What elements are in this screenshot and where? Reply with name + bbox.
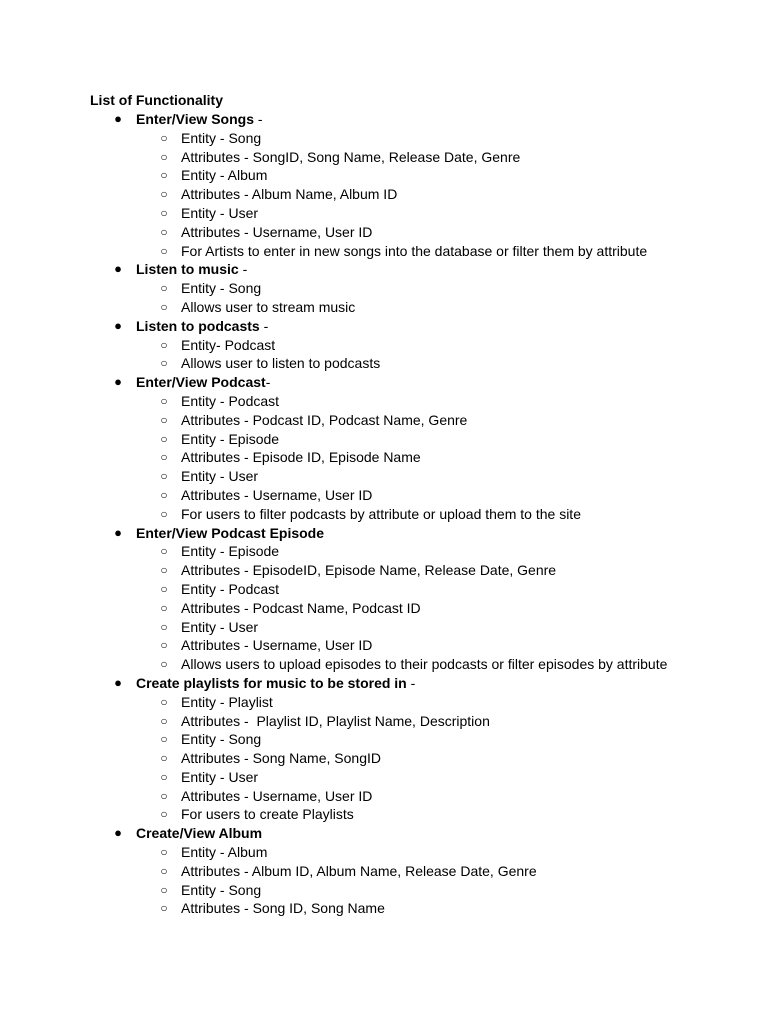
list-item: [0, 862, 768, 881]
list-item-text: Entity - Song: [181, 280, 262, 297]
list-item: [0, 712, 768, 731]
list-item: [0, 129, 768, 148]
list-item-text: Attributes - Episode ID, Episode Name: [181, 449, 421, 466]
hollow-bullet-icon: ○: [160, 393, 168, 408]
list-item-text: Attributes - Username, User ID: [181, 637, 373, 654]
hollow-bullet-icon: ○: [160, 337, 168, 352]
list-item: [0, 843, 768, 862]
list-item: [0, 430, 768, 449]
hollow-bullet-icon: ○: [160, 187, 168, 202]
list-item-text: Entity - User: [181, 768, 259, 785]
list-item: [0, 599, 768, 618]
section-item: [0, 674, 768, 824]
section-heading: [0, 824, 768, 843]
list-item-text: For users to create Playlists: [181, 806, 354, 823]
list-item: [0, 354, 768, 373]
hollow-bullet-icon: ○: [160, 600, 168, 615]
list-item-text: Entity - Album: [181, 167, 268, 184]
section-heading: [0, 674, 768, 693]
section-item: [0, 524, 768, 674]
list-item: [0, 561, 768, 580]
list-item: [0, 279, 768, 298]
list-item: [0, 899, 768, 918]
section-title: Enter/View Songs: [136, 111, 254, 127]
section-item: [0, 373, 768, 523]
section-title: Enter/View Podcast: [136, 374, 266, 391]
section-heading: [0, 373, 768, 392]
list-item-text: Attributes - Podcast ID, Podcast Name, Genre: [181, 411, 468, 428]
hollow-bullet-icon: ○: [160, 638, 168, 653]
hollow-bullet-icon: ○: [160, 149, 168, 164]
list-item: [0, 486, 768, 505]
bullet-icon: ●: [114, 825, 122, 841]
bullet-icon: ●: [114, 674, 122, 690]
list-item-text: Entity - Song: [181, 129, 262, 146]
list-item: [0, 336, 768, 355]
hollow-bullet-icon: ○: [160, 751, 168, 766]
functionality-list: [0, 110, 768, 918]
hollow-bullet-icon: ○: [160, 450, 168, 465]
list-item: [0, 730, 768, 749]
section-title: Enter/View Podcast Episode: [136, 524, 325, 541]
section-suffix: -: [254, 111, 263, 127]
list-item-text: Entity - Episode: [181, 543, 280, 560]
section-title: Create/View Album: [136, 825, 263, 842]
list-item: [0, 411, 768, 430]
list-item-text: Entity - Podcast: [181, 392, 280, 409]
section-item: [0, 260, 768, 316]
hollow-bullet-icon: ○: [160, 713, 168, 728]
list-item: [0, 636, 768, 655]
list-item-text: Entity - Podcast: [181, 580, 280, 597]
document-title: List of Functionality: [90, 92, 223, 108]
list-item: [0, 467, 768, 486]
hollow-bullet-icon: ○: [160, 506, 168, 521]
bullet-icon: ●: [114, 261, 122, 277]
section-suffix: -: [238, 261, 248, 278]
list-item: [0, 185, 768, 204]
list-item: [0, 805, 768, 824]
hollow-bullet-icon: ○: [160, 431, 168, 446]
section-suffix: -: [259, 317, 269, 334]
bullet-icon: ●: [114, 111, 122, 126]
sub-list: [0, 129, 768, 261]
hollow-bullet-icon: ○: [160, 581, 168, 596]
hollow-bullet-icon: ○: [160, 619, 168, 634]
list-item-text: Entity - User: [181, 618, 259, 635]
sub-list: [0, 843, 768, 918]
hollow-bullet-icon: ○: [160, 487, 168, 502]
sub-list: [0, 279, 768, 317]
hollow-bullet-icon: ○: [160, 168, 168, 183]
list-item-text: Entity - Song: [181, 731, 262, 748]
section-heading: [0, 110, 768, 129]
section-heading: [0, 260, 768, 279]
list-item: [0, 655, 768, 674]
section-title: Create playlists for music to be stored in: [136, 674, 407, 691]
hollow-bullet-icon: ○: [160, 205, 168, 220]
list-item: [0, 693, 768, 712]
list-item: [0, 223, 768, 242]
list-item-text: Attributes - Album ID, Album Name, Release Date, Genre: [181, 862, 537, 879]
section-suffix: -: [406, 674, 416, 691]
hollow-bullet-icon: ○: [160, 299, 168, 314]
hollow-bullet-icon: ○: [160, 901, 168, 916]
list-item-text: Attributes - Username, User ID: [181, 223, 373, 240]
hollow-bullet-icon: ○: [160, 224, 168, 239]
hollow-bullet-icon: ○: [160, 281, 168, 296]
list-item-text: Attributes - Username, User ID: [181, 486, 373, 503]
bullet-icon: ●: [114, 524, 122, 540]
list-item: [0, 881, 768, 900]
list-item: [0, 580, 768, 599]
list-item-text: For Artists to enter in new songs into the database or filter them by attribute: [181, 242, 648, 259]
list-item-text: Allows user to stream music: [181, 298, 356, 315]
section-item: [0, 824, 768, 918]
list-item: [0, 166, 768, 185]
hollow-bullet-icon: ○: [160, 657, 168, 672]
sub-list: [0, 693, 768, 825]
list-item: [0, 448, 768, 467]
bullet-icon: ●: [114, 374, 122, 390]
list-item: [0, 298, 768, 317]
list-item-text: Entity - Song: [181, 881, 262, 898]
list-item: [0, 542, 768, 561]
list-item: [0, 242, 768, 261]
list-item: [0, 505, 768, 524]
section-item: [0, 110, 768, 260]
hollow-bullet-icon: ○: [160, 769, 168, 784]
list-item-text: Entity - Playlist: [181, 693, 273, 710]
sub-list: [0, 336, 768, 374]
hollow-bullet-icon: ○: [160, 412, 168, 427]
hollow-bullet-icon: ○: [160, 807, 168, 822]
list-item-text: Attributes - Podcast Name, Podcast ID: [181, 599, 421, 616]
list-item: [0, 787, 768, 806]
list-item-text: For users to filter podcasts by attribute or upload them to the site: [181, 505, 581, 522]
list-item: [0, 204, 768, 223]
hollow-bullet-icon: ○: [160, 694, 168, 709]
list-item-text: Attributes - SongID, Song Name, Release Date, Genre: [181, 148, 521, 165]
list-item-text: Attributes - Username, User ID: [181, 787, 373, 804]
list-item-text: Attributes - Song ID, Song Name: [181, 900, 385, 917]
list-item-text: Attributes - EpisodeID, Episode Name, Release Date, Genre: [181, 562, 557, 579]
hollow-bullet-icon: ○: [160, 563, 168, 578]
list-item-text: Attributes - Playlist ID, Playlist Name, Description: [181, 712, 490, 729]
list-item: [0, 148, 768, 167]
hollow-bullet-icon: ○: [160, 863, 168, 878]
list-item-text: Entity - User: [181, 468, 259, 485]
hollow-bullet-icon: ○: [160, 130, 168, 145]
hollow-bullet-icon: ○: [160, 356, 168, 371]
list-item-text: Entity - User: [181, 204, 259, 221]
list-item-text: Attributes - Song Name, SongID: [181, 750, 381, 767]
section-title: Listen to podcasts: [136, 317, 260, 334]
list-item: [0, 768, 768, 787]
section-title: Listen to music: [136, 261, 239, 278]
list-item: [0, 618, 768, 637]
list-item-text: Attributes - Album Name, Album ID: [181, 186, 398, 203]
hollow-bullet-icon: ○: [160, 845, 168, 860]
list-item-text: Entity- Podcast: [181, 336, 276, 353]
section-heading: [0, 317, 768, 336]
section-item: [0, 317, 768, 373]
hollow-bullet-icon: ○: [160, 788, 168, 803]
hollow-bullet-icon: ○: [160, 882, 168, 897]
list-item: [0, 392, 768, 411]
hollow-bullet-icon: ○: [160, 469, 168, 484]
hollow-bullet-icon: ○: [160, 243, 168, 258]
sub-list: [0, 542, 768, 674]
hollow-bullet-icon: ○: [160, 544, 168, 559]
section-suffix: -: [265, 374, 271, 391]
list-item: [0, 749, 768, 768]
section-heading: [0, 524, 768, 543]
sub-list: [0, 392, 768, 524]
list-item-text: Allows user to listen to podcasts: [181, 355, 381, 372]
list-item-text: Entity - Album: [181, 844, 268, 861]
hollow-bullet-icon: ○: [160, 732, 168, 747]
list-item-text: Entity - Episode: [181, 430, 280, 447]
bullet-icon: ●: [114, 317, 122, 333]
list-item-text: Allows users to upload episodes to their podcasts or filter episodes by attribute: [181, 656, 668, 673]
